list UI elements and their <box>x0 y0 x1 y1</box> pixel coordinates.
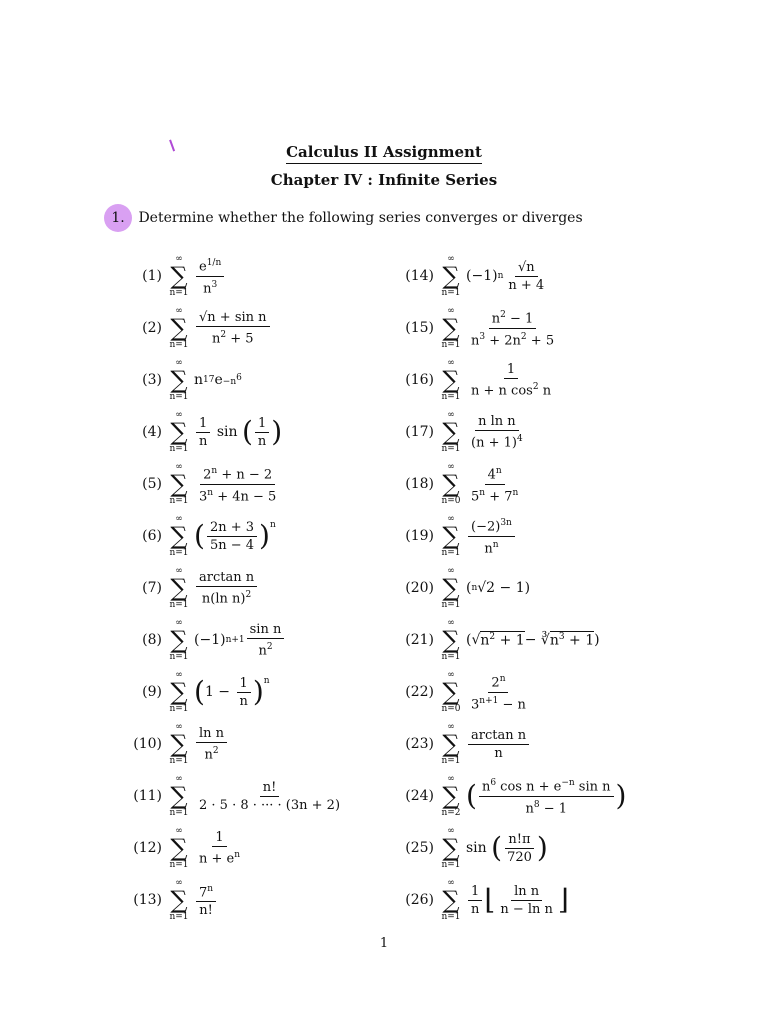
sigma-symbol: ∞ ∑ n=0 <box>441 461 461 506</box>
series-item: (6) ∞ ∑ n=1 ( $\frac{2n + 3}{5n - 4}$ ) $^n$ <box>142 513 276 558</box>
series-expression: $\frac{\text{ln n}}{n^2}$ <box>194 726 229 762</box>
series-item: (8) ∞ ∑ n=1 (−1) n+1 $\frac{\text{sin n}}{n^2}$ <box>126 614 286 666</box>
series-expression: $\frac{\text{√n + sin n}}{n^2 + 5}$ <box>194 310 272 346</box>
series-item: (26) ∞ ∑ n=1 $\frac{1}{n}$ ⌊ $\frac{\text{ln n}}{\text{n − ln n}}$ ⌋ <box>405 877 569 922</box>
series-item: (20) ∞ ∑ n=1 ( n √2 − 1) <box>405 565 531 610</box>
sigma-symbol: ∞ ∑ n=1 <box>169 461 189 506</box>
series-expression: n 17 e $-n^6$ <box>194 372 242 388</box>
problem-instruction: Determine whether the following series converges or diverges <box>138 210 583 226</box>
page-number: 1 <box>379 936 389 951</box>
sigma-symbol: ∞ ∑ n=1 <box>169 877 189 922</box>
series-item: (18) ∞ ∑ n=0 $\frac{4^n}{5^n + 7^n}$ <box>398 458 523 510</box>
sigma-symbol: ∞ ∑ n=1 <box>441 825 461 870</box>
series-item: (9) ∞ ∑ n=1 ( 1 − $\frac{1}{n}$ ) $^n$ <box>142 669 270 714</box>
sigma-symbol: ∞ ∑ n=1 <box>169 357 189 402</box>
series-item: (7) ∞ ∑ n=1 $\frac{\text{arctan n}}{n(\ln n)^2}$ <box>126 562 259 614</box>
sigma-symbol: ∞ ∑ n=1 <box>169 825 189 870</box>
series-expression: $\frac{7^n}{n!}$ <box>194 882 218 918</box>
problem-heading <box>104 204 583 232</box>
series-expression: $\frac{1}{n}$ sin ( $\frac{1}{n}$ ) <box>194 416 282 449</box>
series-expression: ( $\frac{n^6 \cos n + e^{-n} \sin n}{n^8 - 1}$ ) <box>466 778 627 816</box>
assignment-title: Calculus II Assignment <box>0 143 768 161</box>
series-item: (16) ∞ ∑ n=1 $\frac{1}{n + n \cos^2 n}$ <box>398 354 556 406</box>
series-item: (3) ∞ ∑ n=1 n 17 e $-n^6$ <box>142 357 242 402</box>
problem-number-badge: 1. <box>104 204 132 232</box>
series-item: (14) ∞ ∑ n=1 (−1) n $\frac{√n}{n + 4}$ <box>398 250 549 302</box>
sigma-symbol: ∞ ∑ n=0 <box>441 669 461 714</box>
series-item: (15) ∞ ∑ n=1 $\frac{n^2 - 1}{n^3 + 2n^2 + 5}$ <box>398 302 559 354</box>
sigma-symbol: ∞ ∑ n=1 <box>169 513 189 558</box>
series-expression: (−1) n $\frac{√n}{n + 4}$ <box>466 259 545 293</box>
sigma-symbol: ∞ ∑ n=1 <box>169 305 189 350</box>
series-item: (13) ∞ ∑ n=1 $\frac{7^n}{n!}$ <box>126 874 218 926</box>
sigma-symbol: ∞ ∑ n=2 <box>441 773 461 818</box>
series-expression: (√ $n^2 + 1$ − ∛ $n^3 + 1$ ) <box>466 632 600 649</box>
series-expression: $\frac{e^{1/n}}{n^3}$ <box>194 256 226 296</box>
series-expression: $\frac{\text{arctan n}}{n}$ <box>466 728 531 761</box>
series-expression: $\frac{2^n}{3^{n+1} - n}$ <box>471 674 526 712</box>
sigma-symbol: ∞ ∑ n=1 <box>169 565 189 610</box>
sigma-symbol: ∞ ∑ n=1 <box>441 617 461 662</box>
series-item: (21) ∞ ∑ n=1 (√ $n^2 + 1$ − ∛ $n^3 + 1$ ) <box>405 617 600 662</box>
series-item: (11) ∞ ∑ n=1 $\frac{n!}{2 \cdot 5 \cdot 8 \cdot \cdot\cdot\cdot \cdot (3n + 2)}$ <box>126 770 345 822</box>
series-expression: ( n √2 − 1) <box>466 580 531 596</box>
sigma-symbol: ∞ ∑ n=1 <box>169 721 189 766</box>
series-expression: sin ( $\frac{n!\pi}{720}$ ) <box>466 831 548 865</box>
series-expression: $\frac{n^2 - 1}{n^3 + 2n^2 + 5}$ <box>471 310 555 348</box>
series-expression: $\frac{1}{n + e^n}$ <box>199 829 241 867</box>
sigma-symbol: ∞ ∑ n=1 <box>441 877 461 922</box>
sigma-symbol: ∞ ∑ n=1 <box>169 617 189 662</box>
series-item: (23) ∞ ∑ n=1 $\frac{\text{arctan n}}{n}$ <box>398 718 531 770</box>
series-expression: $\frac{4^n}{5^n + 7^n}$ <box>471 466 519 504</box>
sigma-symbol: ∞ ∑ n=1 <box>441 565 461 610</box>
sigma-symbol: ∞ ∑ n=1 <box>441 721 461 766</box>
series-item: (17) ∞ ∑ n=1 $\frac{\text{n ln n}}{(n + 1)^4}$ <box>398 406 528 458</box>
series-expression: $\frac{(-2)^{3n}}{n^n}$ <box>466 516 517 556</box>
series-item: (10) ∞ ∑ n=1 $\frac{\text{ln n}}{n^2}$ <box>126 718 229 770</box>
series-expression: $\frac{n!}{2 \cdot 5 \cdot 8 \cdot \cdot\cdot\cdot \cdot (3n + 2)}$ <box>199 779 341 813</box>
sigma-symbol: ∞ ∑ n=1 <box>441 513 461 558</box>
series-item: (5) ∞ ∑ n=1 $\frac{2^n + n - 2}{3^n + 4n - 5}$ <box>126 458 281 510</box>
series-item: (12) ∞ ∑ n=1 $\frac{1}{n + e^n}$ <box>126 822 245 874</box>
series-expression: $\frac{1}{n}$ ⌊ $\frac{\text{ln n}}{\text{n − ln n}}$ ⌋ <box>466 884 569 917</box>
series-expression: ( $\frac{2n + 3}{5n - 4}$ ) $^n$ <box>194 519 276 553</box>
series-item: (22) ∞ ∑ n=0 $\frac{2^n}{3^{n+1} - n}$ <box>398 666 531 718</box>
sigma-symbol: ∞ ∑ n=1 <box>169 253 189 298</box>
sigma-symbol: ∞ ∑ n=1 <box>441 357 461 402</box>
series-item: (1) ∞ ∑ n=1 $\frac{e^{1/n}}{n^3}$ <box>126 250 226 302</box>
series-expression: $\frac{\text{n ln n}}{(n + 1)^4}$ <box>471 413 523 451</box>
chapter-subtitle: Chapter IV : Infinite Series <box>270 171 498 189</box>
series-item: (24) ∞ ∑ n=2 ( $\frac{n^6 \cos n + e^{-n} \sin n}{n^8 - 1}$ ) <box>405 773 627 818</box>
sigma-symbol: ∞ ∑ n=1 <box>441 409 461 454</box>
series-item: (4) ∞ ∑ n=1 $\frac{1}{n}$ sin ( $\frac{1}{n}$ ) <box>142 409 283 454</box>
sigma-symbol: ∞ ∑ n=1 <box>169 409 189 454</box>
series-item: (25) ∞ ∑ n=1 sin ( $\frac{n!\pi}{720}$ ) <box>405 825 548 870</box>
sigma-symbol: ∞ ∑ n=1 <box>441 305 461 350</box>
series-item: (19) ∞ ∑ n=1 $\frac{(-2)^{3n}}{n^n}$ <box>398 510 517 562</box>
series-expression: $\frac{\text{arctan n}}{n(\ln n)^2}$ <box>194 570 259 606</box>
sigma-symbol: ∞ ∑ n=1 <box>169 773 189 818</box>
sigma-symbol: ∞ ∑ n=1 <box>441 253 461 298</box>
sigma-symbol: ∞ ∑ n=1 <box>169 669 189 714</box>
series-expression: $\frac{1}{n + n \cos^2 n}$ <box>471 361 552 399</box>
series-expression: ( 1 − $\frac{1}{n}$ ) $^n$ <box>194 675 270 709</box>
series-expression: $\frac{2^n + n - 2}{3^n + 4n - 5}$ <box>199 466 277 504</box>
series-item: (2) ∞ ∑ n=1 $\frac{\text{√n + sin n}}{n^2 + 5}$ <box>126 302 272 354</box>
series-expression: (−1) n+1 $\frac{\text{sin n}}{n^2}$ <box>194 622 286 658</box>
